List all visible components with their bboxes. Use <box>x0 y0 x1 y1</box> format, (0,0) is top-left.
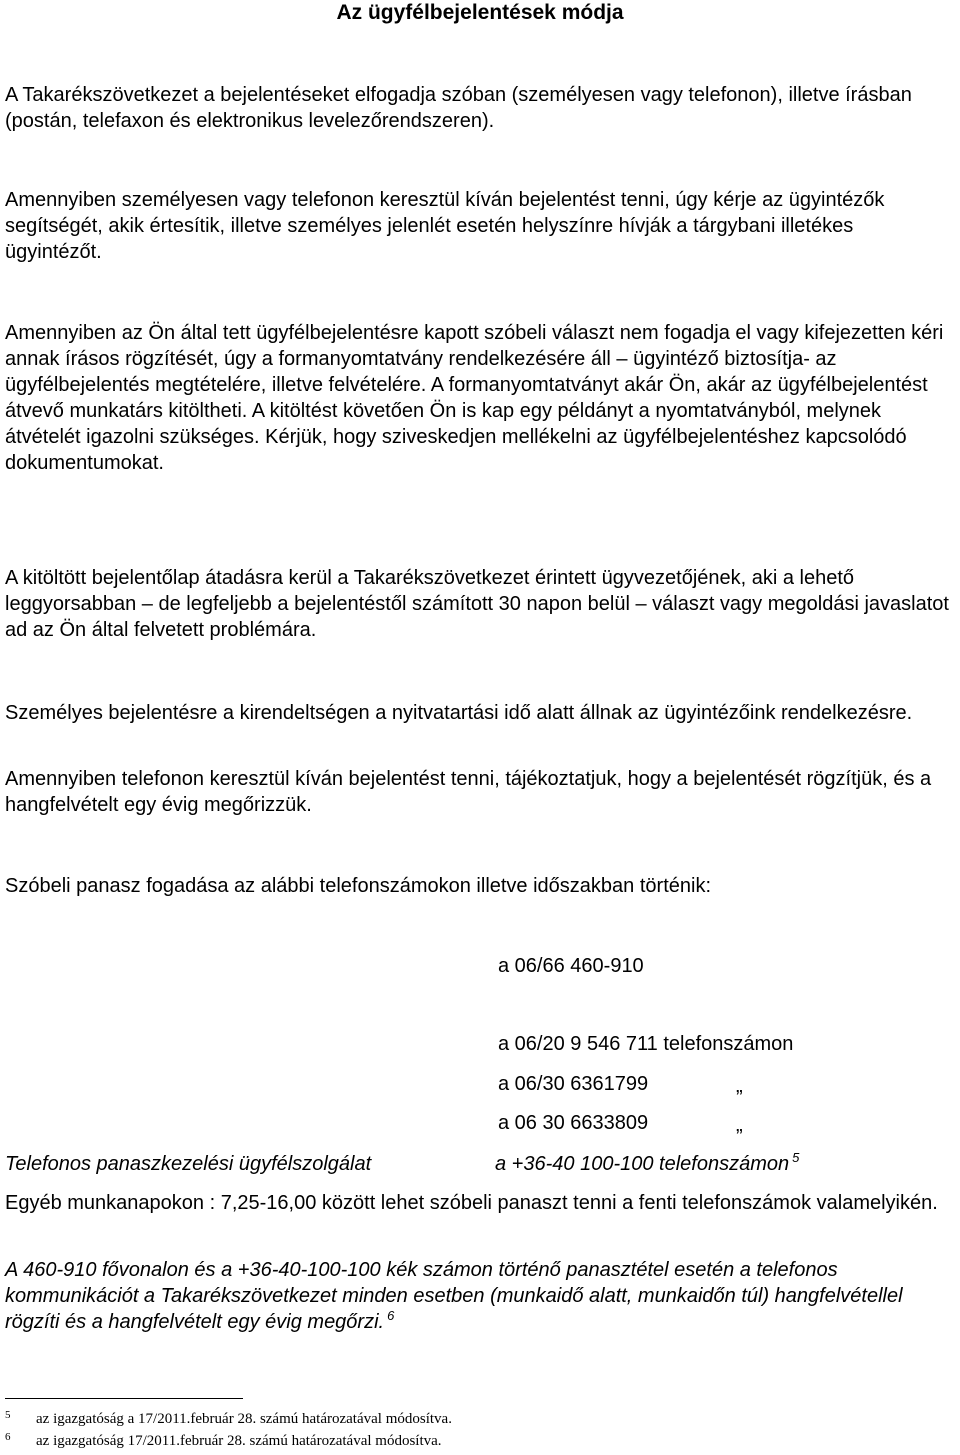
footnote-text: az igazgatóság 17/2011.február 28. számú határozatával módosítva. <box>36 1433 442 1449</box>
customer-service-number-text: a +36-40 100-100 telefonszámon <box>495 1153 790 1175</box>
paragraph-written-form: Amennyiben az Ön által tett ügyfélbejelentésre kapott szóbeli választ nem fogadja el vagy kifejezetten kéri annak írásos rögzítését, úgy a formanyomtatvány rendelkezésére áll – ügyintéző biztosítja- az ügyfélbejelentés megtételére, illetve felvételére. A formanyomtatványt akár Ön, akár az ügyfélbejelentést átvevő munkatárs kitöltheti. A kitöltést követően Ön is kap egy példányt a nyomtatványból, melynek átvételét igazolni szükséges. Kérjük, hogy sziveskedjen mellékelni az ügyfélbejelentéshez kapcsolódó dokumentumokat. <box>5 322 944 474</box>
footnote-mark: 5 <box>5 1409 11 1421</box>
paragraph-intake-methods: A Takarékszövetkezet a bejelentéseket elfogadja szóban (személyesen vagy telefonon), illetve írásban (postán, telefaxon és elektronikus levelezőrendszeren). <box>5 84 912 132</box>
paragraph-other-workdays: Egyéb munkanapokon : 7,25-16,00 között lehet szóbeli panaszt tenni a fenti telefonszámok valamelyikén. <box>5 1192 938 1214</box>
footnote-ref-5: 5 <box>792 1150 800 1165</box>
footnote-text: az igazgatóság a 17/2011.február 28. számú határozatával módosítva. <box>36 1411 452 1427</box>
paragraph-oral-complaint-intro: Szóbeli panasz fogadása az alábbi telefonszámokon illetve időszakban történik: <box>5 875 711 897</box>
paragraph-personal-or-phone: Amennyiben személyesen vagy telefonon keresztül kíván bejelentést tenni, úgy kérje az ügyintézők segítségét, akik értesítik, illetve személyes jelenlét esetén helyszínre hívják a tárgybani illetékes ügyintézőt. <box>5 189 885 263</box>
paragraph-processing: A kitöltött bejelentőlap átadásra kerül a Takarékszövetkezet érintett ügyvezetőjének, aki a lehető leggyorsabban – de legfeljebb a bejelentéstől számított 30 napon belül – választ vagy megoldási javaslatot ad az Ön által felvetett problémára. <box>5 567 949 641</box>
paragraph-personal-hours: Személyes bejelentésre a kirendeltségen a nyitvatartási idő alatt állnak az ügyintézőink rendelkezésre. <box>5 702 913 724</box>
phone-line-2: a 06/20 9 546 711 telefonszámon <box>498 1033 794 1055</box>
page-title: Az ügyfélbejelentések módja <box>336 1 624 24</box>
ditto-mark: „ <box>736 1114 743 1136</box>
customer-service-number <box>495 1151 799 1177</box>
footnote-mark: 6 <box>5 1431 11 1443</box>
customer-service-label: Telefonos panaszkezelési ügyfélszolgálat <box>5 1153 372 1175</box>
footnote-ref-6: 6 <box>387 1308 395 1323</box>
phone-line-1: a 06/66 460-910 <box>498 955 644 977</box>
ditto-mark: „ <box>736 1075 743 1097</box>
paragraph-recording: Amennyiben telefonon keresztül kíván bejelentést tenni, tájékoztatjuk, hogy a bejelentését rögzítjük, és a hangfelvételt egy évig megőrizzük. <box>5 768 932 816</box>
phone-line-4: a 06 30 6633809 <box>498 1112 649 1134</box>
phone-line-3: a 06/30 6361799 <box>498 1073 649 1095</box>
footnote-separator <box>5 1398 243 1399</box>
paragraph-recorded-lines-text: A 460-910 fővonalon és a +36-40-100-100 kék számon történő panasztétel esetén a telefonos kommunikációt a Takarékszövetkezet minden esetben (munkaidő alatt, munkaidőn túl) hangfelvétellel rögzíti és a hangfelvételt egy évig megőrzi. <box>5 1259 903 1333</box>
paragraph-recorded-lines <box>5 1257 955 1335</box>
